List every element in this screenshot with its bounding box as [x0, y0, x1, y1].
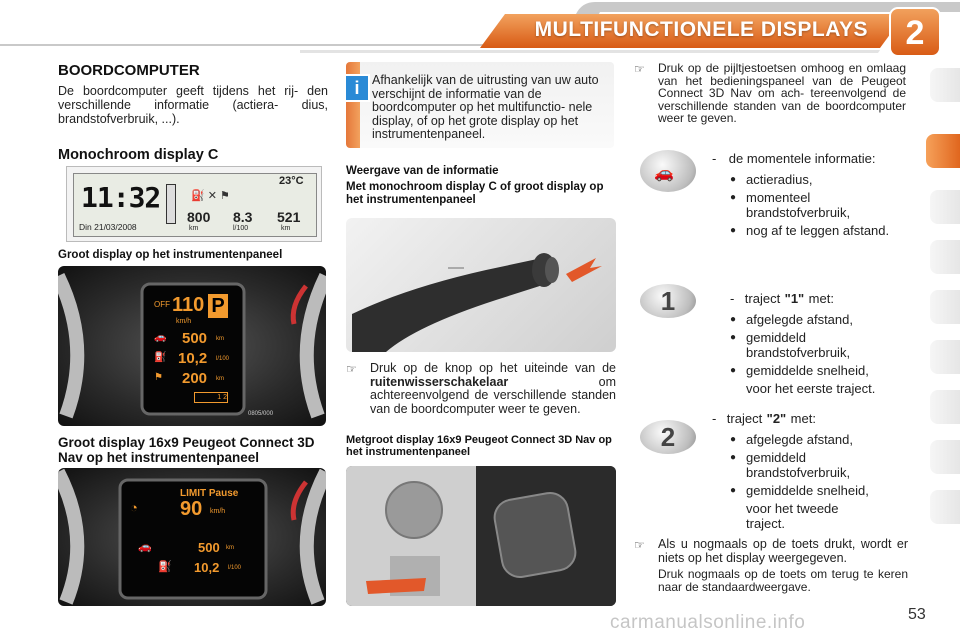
mono-tab-strip [166, 184, 176, 224]
trip-2-icon: 2 [640, 420, 696, 454]
chapter-tab[interactable] [930, 390, 960, 424]
weergave-heading: Weergave van de informatie [346, 165, 499, 177]
caption-groot-display: Groot display op het instrumentenpaneel [58, 249, 283, 261]
press-instruction: ☞ Als u nogmaals op de toets drukt, wordt er niets op het display weergegeven. Druk nogmaals op de toets om terug te keren naar de standaardweergave. [634, 537, 908, 594]
info-icon: i [344, 74, 370, 102]
mono-display-heading: Monochroom display C [58, 147, 219, 163]
heading-16x9: Groot display 16x9 Peugeot Connect 3D Nav op het instrumentenpaneel [58, 435, 315, 465]
cluster-speed: 110 [172, 294, 205, 316]
chapter-tab[interactable] [930, 290, 960, 324]
speed-limit-label: LIMIT Pause [180, 488, 239, 499]
info-text: Afhankelijk van de uitrusting van uw auto verschijnt de informatie van de boordcomputer op het multifunctio- nele display, of op het grote display op het instrumentenpaneel. [372, 73, 599, 141]
druk-instruction: ☞ Druk op de knop op het uiteinde van de ruitenwisserschakelaar om achtereenvolgend de verschillende standen van de boordcomputer weer te geven. [346, 361, 616, 416]
car-icon: 🚗 [640, 150, 696, 192]
speedometer-icon: ◔ [130, 500, 138, 515]
instrument-cluster-image: OFF 110 km/h P 🚗 500 km ⛽ 10,2 l/100 ⚑ 200 km 1 2 0805/000 [58, 266, 326, 426]
arrow-keys-instruction: ☞ Druk op de pijltjestoetsen omhoog en omlaag van het bedieningspaneel van de Peugeot Connect 3D Nav om ach- tereenvolgend de verschillende standen van de boordcomputer weer te geven. [634, 61, 906, 125]
fuel-icon: ⛽ [154, 352, 167, 363]
chapter-tab[interactable] [930, 68, 960, 102]
mono-value-range: 800 [187, 209, 211, 225]
met-mono-heading: Met monochroom display C of groot display op het instrumentenpaneel [346, 181, 604, 206]
arrow-icon: ☞ [634, 538, 645, 552]
instrument-cluster-16x9-image: LIMIT Pause ◔ 90 km/h 🚗 500 km ⛽ 10,2 l/100 [58, 468, 326, 606]
fuel-icon: ⛽ [158, 561, 172, 573]
chapter-tab[interactable] [930, 340, 960, 374]
mono-value-distance: 521 [277, 209, 301, 225]
item-current: - de momentele informatie: ● actieradius, ● momenteel brandstofverbruik, ● nog af te leggen afstand. [712, 150, 912, 241]
chapter-tab[interactable] [930, 190, 960, 224]
item-trip-1: - traject "1" met: ● afgelegde afstand, ● gemiddeld brandstofverbruik, ● gemiddelde snelheid, voor het eerste traject. [730, 290, 910, 396]
page-number: 53 [908, 606, 926, 623]
cluster2-speed: 90 [180, 498, 203, 520]
mono-time: 11:32 [81, 181, 161, 214]
mono-temp: 23°C [279, 175, 304, 187]
gear-indicator: P [208, 294, 228, 318]
caption-metgroot: Metgroot display 16x9 Peugeot Connect 3D Nav op het instrumentenpaneel [346, 434, 612, 458]
trip-tabs: 1 2 [194, 392, 228, 403]
flag-icon: ⚑ [154, 372, 163, 383]
item-trip-2: - traject "2" met: ● afgelegde afstand, ● gemiddeld brandstofverbruik, ● gemiddelde snelheid, voor het tweede traject. [712, 410, 908, 531]
intro-text: De boordcomputer geeft tijdens het rij- den verschillende informatie (actiera- dius, brandstofverbruik, ...). [58, 84, 328, 126]
arrow-icon: ☞ [634, 62, 645, 76]
chapter-tab[interactable] [930, 440, 960, 474]
trip-1-icon: 1 [640, 284, 696, 318]
chapter-tabs [926, 68, 960, 568]
header-title: MULTIFUNCTIONELE DISPLAYS [534, 18, 868, 41]
wiper-stalk-image [346, 218, 616, 352]
mono-value-consumption: 8.3 [233, 209, 253, 225]
chapter-tab[interactable] [930, 240, 960, 274]
car-fuel-icons: ⛽ ✕ ⚑ [191, 190, 230, 202]
chapter-number: 2 [905, 14, 925, 52]
section-title: BOORDCOMPUTER [58, 62, 200, 79]
center-console-image [346, 466, 616, 606]
chapter-tab-active[interactable] [926, 134, 960, 168]
mono-date: Din 21/03/2008 [79, 222, 137, 232]
arrow-icon: ☞ [346, 362, 357, 376]
info-box [346, 62, 614, 148]
car-icon: 🚗 [138, 541, 152, 553]
chapter-tab[interactable] [930, 490, 960, 524]
watermark: carmanualsonline.info [610, 612, 806, 633]
car-icon: 🚗 [154, 332, 167, 343]
mono-display-image: 11:32 Din 21/03/2008 23°C ⛽ ✕ ⚑ 800 km 8.3 l/100 521 km [66, 166, 322, 242]
page-header [0, 0, 960, 60]
